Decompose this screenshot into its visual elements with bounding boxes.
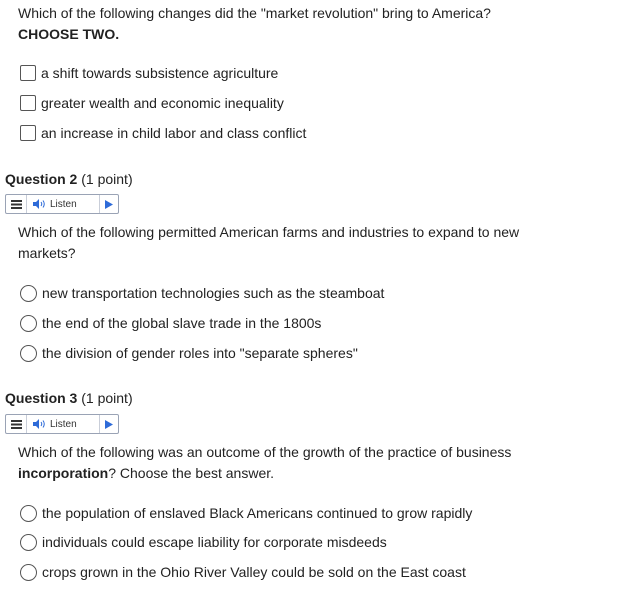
q2-listen-toolbar <box>5 194 119 214</box>
q3-option-2[interactable] <box>20 532 387 552</box>
question-points: (1 point) <box>81 390 133 406</box>
prompt-text: Which of the following was an outcome of the growth of the practice of business <box>18 444 512 460</box>
option-label: new transportation technologies such as the steamboat <box>42 285 385 301</box>
q2-prompt: Which of the following permitted American farms and industries to expand to new markets? <box>18 224 520 261</box>
speaker-icon <box>33 419 46 429</box>
menu-icon[interactable] <box>6 195 27 213</box>
prompt-text: ? Choose the best answer. <box>108 465 275 481</box>
radio-button[interactable] <box>20 564 37 581</box>
option-label: a shift towards subsistence agriculture <box>41 65 279 81</box>
question-points: (1 point) <box>81 171 133 187</box>
q2-option-1[interactable] <box>20 283 384 303</box>
menu-icon[interactable] <box>6 415 27 433</box>
prompt-emphasis: incorporation <box>18 465 109 481</box>
q2-option-2[interactable] <box>20 313 321 333</box>
option-label: individuals could escape liability for corporate misdeeds <box>42 534 387 550</box>
checkbox[interactable] <box>20 125 36 141</box>
radio-button[interactable] <box>20 505 37 522</box>
q3-header <box>5 390 133 406</box>
q3-prompt <box>18 442 578 484</box>
option-label: the population of enslaved Black Americans continued to grow rapidly <box>42 505 473 521</box>
option-label: the end of the global slave trade in the 1800s <box>42 315 322 331</box>
option-label: an increase in child labor and class conflict <box>41 125 307 141</box>
option-label: crops grown in the Ohio River Valley could be sold on the East coast <box>42 564 466 580</box>
listen-button[interactable] <box>27 415 100 433</box>
radio-button[interactable] <box>20 315 37 332</box>
q2-header <box>5 171 133 187</box>
play-icon[interactable] <box>100 195 118 213</box>
listen-label: Listen <box>50 198 77 210</box>
q3-option-1[interactable] <box>20 503 472 523</box>
q3-option-3[interactable] <box>20 562 466 582</box>
speaker-icon <box>33 199 46 209</box>
play-icon[interactable] <box>100 415 118 433</box>
question-title: Question 2 <box>5 171 78 187</box>
q3-listen-toolbar <box>5 414 119 434</box>
radio-button[interactable] <box>20 534 37 551</box>
q1-option-2[interactable] <box>20 93 284 113</box>
q2-option-3[interactable] <box>20 343 358 363</box>
q1-instruction: CHOOSE TWO. <box>18 26 120 42</box>
question-title: Question 3 <box>5 390 78 406</box>
q1-prompt: Which of the following changes did the "market revolution" bring to America? <box>18 5 491 21</box>
q1-option-3[interactable] <box>20 123 306 143</box>
listen-label: Listen <box>50 418 77 430</box>
option-label: greater wealth and economic inequality <box>41 95 284 111</box>
radio-button[interactable] <box>20 285 37 302</box>
listen-button[interactable] <box>27 195 100 213</box>
option-label: the division of gender roles into "separate spheres" <box>42 345 358 361</box>
q1-option-1[interactable] <box>20 63 278 83</box>
checkbox[interactable] <box>20 65 36 81</box>
radio-button[interactable] <box>20 345 37 362</box>
checkbox[interactable] <box>20 95 36 111</box>
